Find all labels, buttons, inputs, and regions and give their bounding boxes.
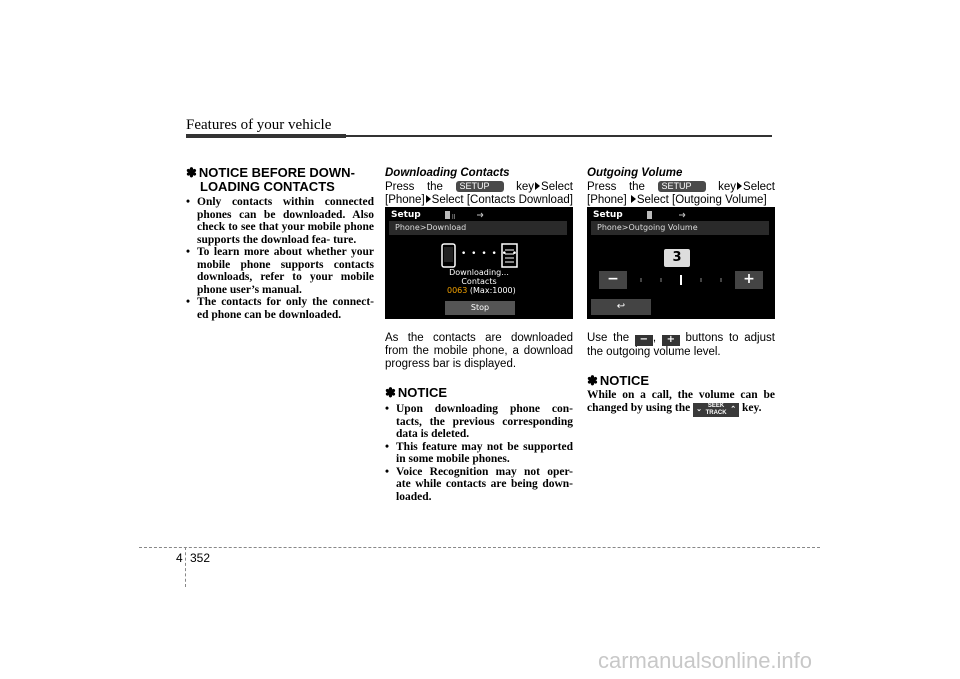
- notice-heading-text: NOTICE: [397, 385, 448, 400]
- usb-icon: [679, 213, 685, 217]
- footer-divider: [185, 547, 186, 587]
- column-outgoing-volume-lower: [587, 332, 775, 417]
- instruction-line-2: [587, 194, 775, 207]
- instruction-text: key: [516, 181, 535, 193]
- page-number: 352: [190, 551, 211, 565]
- usb-icon: [477, 213, 483, 217]
- volume-minus-button[interactable]: −: [599, 271, 627, 289]
- setup-key-icon: SETUP: [658, 181, 706, 192]
- section-heading: Outgoing Volume: [587, 167, 683, 179]
- notice-heading: [186, 166, 374, 180]
- arrow-right-icon: [737, 182, 742, 190]
- status-icons: [443, 209, 503, 221]
- notice-heading: [385, 386, 573, 400]
- track-label: TRACK: [705, 410, 727, 416]
- download-count-value: 0063: [447, 286, 468, 295]
- notice-heading-line2: LOADING CONTACTS: [200, 179, 335, 194]
- paragraph-text: ,: [652, 332, 657, 344]
- outgoing-volume-screen-image: [587, 207, 775, 319]
- instruction-text: Press the: [385, 181, 443, 193]
- column-outgoing-volume: [587, 166, 775, 207]
- page-header-title: Features of your vehicle: [186, 117, 332, 133]
- instruction-text: key: [718, 181, 737, 193]
- instruction-text: Select: [541, 181, 573, 193]
- progress-dots: • • • • • •: [461, 249, 519, 259]
- notice-bullet-list: [385, 403, 573, 503]
- screen-title: Setup: [593, 210, 623, 220]
- instruction-text: Select [Contacts Download]: [431, 194, 573, 206]
- column-notice-before-downloading: [186, 166, 374, 321]
- notice-star-icon: ✽: [186, 165, 197, 180]
- list-item: • Voice Recognition may not oper- ate while contacts are being down- loaded.: [385, 466, 573, 504]
- instruction-text: Press the: [587, 181, 645, 193]
- screen-path: Phone>Download: [389, 221, 567, 235]
- back-button[interactable]: ↩: [591, 299, 651, 315]
- column-downloading-contacts: [385, 166, 573, 207]
- list-item: • The contacts for only the connect- ed phone can be downloaded.: [186, 296, 374, 321]
- notice-text: [587, 389, 775, 417]
- notice-heading-line1: NOTICE BEFORE DOWN-: [198, 165, 355, 180]
- arrow-right-icon: [631, 195, 636, 203]
- svg-text:ll: ll: [452, 214, 456, 221]
- download-paragraph: As the contacts are downloaded from the mobile phone, a download progress bar is displayed.: [385, 332, 573, 370]
- list-item: • Upon downloading phone con- tacts, the previous corresponding data is deleted.: [385, 403, 573, 441]
- volume-paragraph: [587, 332, 775, 359]
- downloading-status: Downloading...: [449, 268, 509, 277]
- seek-track-key-icon: [693, 403, 739, 417]
- arrow-right-icon: [426, 195, 431, 203]
- paragraph-text: Use the: [587, 332, 630, 344]
- seek-label: SEEK: [707, 403, 725, 409]
- download-count: [447, 286, 516, 295]
- screen-title: Setup: [391, 210, 421, 220]
- phone-status-icon: [445, 211, 450, 219]
- list-item: • This feature may not be supported in some mobile phones.: [385, 441, 573, 466]
- minus-key-icon: −: [635, 335, 653, 346]
- instruction-line-1: [385, 181, 573, 194]
- status-icons: [645, 209, 705, 221]
- notice-heading-text: NOTICE: [599, 373, 650, 388]
- screen-path: Phone>Outgoing Volume: [591, 221, 769, 235]
- stop-button[interactable]: Stop: [445, 301, 515, 315]
- setup-key-icon: SETUP: [456, 181, 504, 192]
- notice-star-icon: ✽: [587, 373, 598, 388]
- section-heading: Downloading Contacts: [385, 167, 510, 179]
- instruction-text: [Phone]: [385, 194, 425, 206]
- chevron-down-icon: ⌄: [696, 406, 702, 413]
- phone-icon: [441, 243, 457, 269]
- notice-star-icon: ✽: [385, 385, 396, 400]
- list-item: • To learn more about whether your mobile phone supports contacts downloads, refer to your mobile phone user’s manual.: [186, 246, 374, 296]
- instruction-line-1: [587, 181, 775, 194]
- footer-rule: [139, 547, 820, 548]
- paragraph-text: buttons to adjust the outgoing volume level.: [587, 332, 775, 358]
- instruction-line-2: [385, 194, 573, 207]
- plus-key-icon: +: [662, 335, 680, 346]
- volume-value: 3: [664, 249, 690, 267]
- instruction-text: Select: [743, 181, 775, 193]
- instruction-text: [Phone]: [587, 194, 627, 206]
- chevron-up-icon: ⌃: [730, 406, 737, 413]
- notice-bullet-list: [186, 196, 374, 321]
- watermark: carmanualsonline.info: [598, 648, 813, 673]
- notice-text-part: While on a call, the volume can be changed by using the: [587, 389, 775, 414]
- bluetooth-status-icon: [647, 211, 652, 219]
- notice-heading: [587, 374, 775, 388]
- download-max: (Max:1000): [469, 286, 516, 295]
- download-screen-image: [385, 207, 573, 319]
- volume-scale: [631, 273, 731, 287]
- contacts-document-icon: [501, 243, 519, 269]
- column-downloading-contacts-lower: [385, 332, 573, 503]
- notice-text-part: key.: [741, 402, 762, 414]
- list-item: • Only contacts within connected phones can be downloaded. Also check to see that your mobile phone supports the download fea- ture.: [186, 196, 374, 246]
- header-bar: [186, 134, 346, 138]
- section-number: 4: [176, 551, 183, 565]
- instruction-text: Select [Outgoing Volume]: [636, 194, 767, 206]
- header-rule: [346, 135, 772, 137]
- contacts-label: Contacts: [461, 277, 497, 286]
- arrow-right-icon: [535, 182, 540, 190]
- volume-plus-button[interactable]: +: [735, 271, 763, 289]
